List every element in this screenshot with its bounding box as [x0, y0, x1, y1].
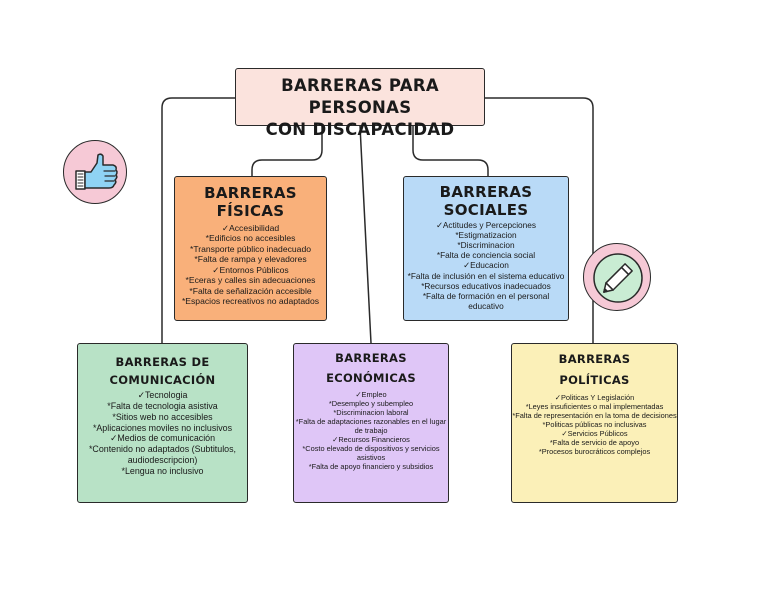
list-item: *Transporte público inadecuado	[189, 243, 312, 254]
list-item: *Contenido no adaptados (Subtitulos, audiodescripcion)	[88, 444, 237, 466]
barreras-comunicacion-title-line1: BARRERAS DE	[115, 355, 210, 369]
list-item: *Procesos burocráticos complejos	[538, 447, 651, 457]
barreras-sociales-title: BARRERAS SOCIALES	[439, 183, 533, 219]
list-item: ✓Medios de comunicación	[109, 433, 216, 444]
list-item: ✓Accesibilidad	[221, 223, 280, 233]
barreras-politicas-box	[511, 343, 678, 503]
list-item: *Falta de apoyo financiero y subsidios	[308, 462, 434, 472]
list-item: *Falta de servicio de apoyo	[549, 438, 640, 448]
barreras-economicas-list	[294, 390, 448, 471]
list-item: *Falta de tecnologia asistiva	[107, 400, 218, 411]
barreras-comunicacion-list	[78, 390, 247, 477]
barreras-economicas-title-line2: ECONÓMICAS	[326, 371, 416, 385]
main-title-line1: BARRERAS PARA PERSONAS	[281, 76, 439, 117]
main-title-box	[235, 68, 485, 139]
list-item: *Falta de formación en el personal educativo	[422, 290, 550, 311]
list-item: ✓Politicas Y Legislación	[554, 393, 635, 402]
barreras-fisicas-title: BARRERAS FÍSICAS	[204, 184, 297, 220]
list-item: *Espacios recreativos no adaptados	[181, 296, 320, 307]
barreras-politicas-title-line1: BARRERAS	[558, 352, 631, 366]
list-item: *Costo elevado de dispositivos y servicios asistivos	[302, 444, 440, 463]
barreras-politicas-title-line2: POLÍTICAS	[559, 373, 630, 387]
list-item: ✓Recursos Financieros	[332, 435, 410, 445]
list-item: *Desempleo y subempleo	[328, 399, 414, 409]
barreras-fisicas-list	[175, 223, 326, 307]
list-item: *Leyes insuficientes o mal implementadas	[525, 402, 664, 412]
list-item: *Edificios no accesibles	[205, 233, 296, 244]
list-item: *Recursos educativos inadecuados	[421, 280, 551, 291]
pencil-icon	[583, 243, 651, 311]
list-item: *Discriminacion laboral	[333, 408, 409, 418]
list-item: ✓Educacion	[463, 260, 509, 271]
barreras-sociales-list	[404, 220, 568, 311]
list-item: *Falta de rampa y elevadores	[194, 254, 307, 265]
thumbs-up-icon	[63, 140, 127, 204]
list-item: *Lengua no inclusivo	[121, 466, 204, 477]
list-item: ✓Tecnologia	[137, 390, 188, 400]
list-item: *Estigmatizacion	[455, 230, 517, 241]
list-item: *Eceras y calles sin adecuaciones	[185, 275, 316, 286]
list-item: *Falta de inclusión en el sistema educativo	[407, 270, 565, 281]
barreras-sociales-box	[403, 176, 569, 321]
barreras-fisicas-box	[174, 176, 327, 321]
list-item: *Falta de adaptaciones razonables en el lugar de trabajo	[295, 417, 447, 436]
list-item: *Politicas públicas no inclusivas	[542, 420, 647, 430]
barreras-politicas-list	[512, 393, 677, 456]
list-item: ✓Actitudes y Percepciones	[435, 220, 537, 230]
barreras-economicas-box	[293, 343, 449, 503]
list-item: ✓Servicios Públicos	[561, 429, 628, 439]
list-item: *Aplicaciones moviles no inclusivos	[92, 422, 233, 433]
barreras-comunicacion-title-line2: COMUNICACIÓN	[109, 373, 216, 387]
barreras-comunicacion-box	[77, 343, 248, 503]
list-item: ✓Empleo	[355, 390, 387, 399]
list-item: *Falta de señalización accesible	[189, 285, 312, 296]
barreras-economicas-title-line1: BARRERAS	[335, 351, 407, 365]
list-item: *Discriminacion	[457, 240, 515, 251]
main-title-line2: CON DISCAPACIDAD	[265, 120, 455, 139]
list-item: *Falta de representación en la toma de decisiones	[512, 411, 677, 421]
connector-economicas	[360, 126, 371, 343]
list-item: *Falta de conciencia social	[436, 250, 536, 261]
list-item: ✓Entornos Públicos	[212, 264, 289, 275]
list-item: *Sitios web no accesibles	[112, 411, 213, 422]
